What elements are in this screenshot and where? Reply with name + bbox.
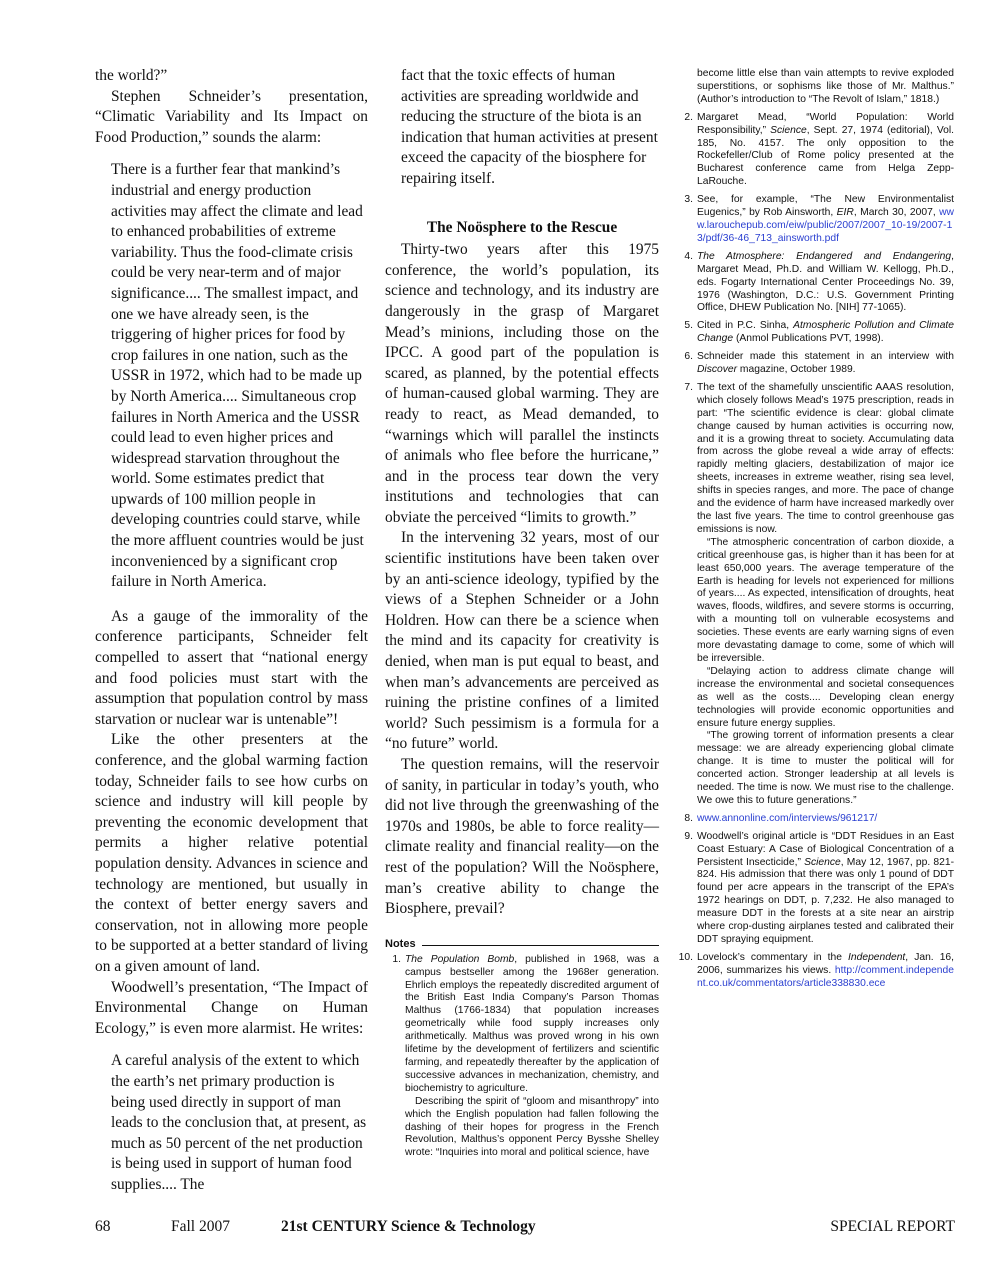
- note-text: “The atmospheric concentration of carbon dioxide, a critical greenhouse gas, is higher than it has been for at least 650,000 years. The average temperature of the Earth is heading for levels not experienced for millions of years.... As expected, intensification of droughts, heat waves, floods, wildfires, and severe storms is occurring, with a mounting toll on vulnerable ecosystems and societies. These events are early warning signs of even more devastating damage to come, some of which will be irreversible.: [697, 536, 954, 664]
- note-1-continued: [677, 68, 954, 107]
- note-text: “The growing torrent of information presents a clear message: we are already experiencing global climate change. It is time to muster the political will for concerted action. Stronger leadership at all levels is needed. The time is now. We must rise to the challenge. We owe this to future generations.”: [697, 730, 954, 806]
- note-text: Cited in P.C. Sinha,: [697, 320, 794, 332]
- note-link[interactable]: http://comment.independent.co.uk/commentators/article338830.ece: [697, 964, 954, 989]
- paragraph: Like the other presenters at the conference, and the global warming faction today, Schneider fails to see how curbs on science and industry will kill people by preventing the economic development that permits a higher relative potential population density. Advances in science and technology are mentioned, but usually in the context of better energy savers and conservation, not in allowing more people to be supported at a better standard of living on a given amount of land.: [95, 731, 368, 975]
- issue-date: Fall 2007: [171, 1218, 230, 1235]
- note-text: (Anmol Publications PVT, 1998).: [733, 333, 884, 345]
- note-7: [677, 382, 954, 808]
- note-journal: Science: [804, 856, 841, 868]
- note-text: Margaret Mead, “World Population: World Responsibility,”: [697, 111, 954, 136]
- magazine-title: 21st CENTURY Science & Technology: [281, 1218, 536, 1235]
- note-text: become little else than vain attempts to revive exploded superstitions, or sophisms like those of Mr. Malthus.” (Author’s introduction to “The Revolt of Islam,” 1818.): [697, 68, 954, 105]
- note-number: 7.: [684, 381, 693, 393]
- note-number: 4.: [684, 250, 693, 262]
- note-journal: EIR: [836, 207, 854, 219]
- page-footer: [95, 1218, 955, 1242]
- note-number: 5.: [684, 320, 693, 332]
- block-quote: [111, 1051, 368, 1195]
- paragraph: Thirty-two years after this 1975 conference, the world’s population, its science and technology, and its industry are dangerously in the grasp of Margaret Mead’s minions, including those on the IPCC. A good part of the population is scared, as planned, by the potential effects of human-caused global warming. They are ready to react, as Mead demanded, to “warnings which will parallel the instincts of animals who flee before the hurricane,” and in the process tear down the very institutions and technologies that can obviate the perceived “limits to growth.”: [385, 241, 659, 526]
- note-8: [677, 813, 954, 826]
- note-journal: Discover: [697, 364, 738, 376]
- notes-rule: [422, 945, 659, 946]
- note-4: [677, 251, 954, 316]
- note-book-title: The Atmosphere: Endangered and Endangering: [697, 250, 952, 262]
- note-text: , May 12, 1967, pp. 821-824. His admission that there was only 1 pound of DDT found per acre appears in the transcript of the EPA’s 1972 hearings on DDT, p. 7,232. He also managed to measure DDT in the forests at a site near an airstrip where crop-dusting airplanes tested and calibrated their DDT spraying equipment.: [697, 856, 955, 945]
- note-number: 2.: [684, 111, 693, 123]
- note-journal: Independent: [848, 951, 906, 963]
- note-5: [677, 320, 954, 346]
- section-label: SPECIAL REPORT: [830, 1218, 955, 1235]
- note-3: [677, 194, 954, 246]
- quote-text: A careful analysis of the extent to which the earth’s net primary production is being used directly in support of man leads to the conclusion that, at present, as much as 50 percent of the net production is being used in support of human food supplies.... The: [111, 1052, 367, 1193]
- note-text: , published in 1968, was a campus bestseller among the 1968er generation. Ehrlich employs the repeatedly discredited argument of the British East India Company’s Parson Thomas Malthus (1766-1834) that population increases geometrically while food supply increases only arithmetically. Malthus was proved wrong in his own lifetime by the development of fertilizers and scientific farming, and repeatedly thereafter by the application of successive advances in mechanization, chemistry, and biochemistry to agriculture.: [405, 953, 660, 1094]
- notes-list: [385, 954, 659, 1161]
- note-10: [677, 952, 954, 991]
- note-text: Woodwell’s original article is “DDT Residues in an East Coast Estuary: A Case of Biological Concentration of a Persistent Insecticide,”: [697, 830, 954, 868]
- section-heading: The Noösphere to the Rescue: [426, 218, 618, 236]
- note-text: , Margaret Mead, Ph.D. and William W. Kellogg, Ph.D., eds. Fogarty International Center Proceedings No. 39, 1976 (Washington, D.C.: U.S. Government Printing Office, DHEW Publication No. [NIH] 77-1065).: [697, 250, 954, 314]
- block-quote: [111, 160, 368, 592]
- note-text: Schneider made this statement in an interview with: [697, 351, 954, 363]
- note-book-title: Atmospheric Pollution and Climate Change: [697, 320, 955, 345]
- note-text: Describing the spirit of “gloom and misanthropy” into which the English population had fallen following the dashing of their hopes for progress in the French Revolution, Malthus’s opponent Percy Bysshe Shelley wrote: “Inquiries into moral and political science, have: [405, 1095, 659, 1159]
- notes-title: Notes: [385, 937, 416, 950]
- note-2: [677, 112, 954, 189]
- note-text: The text of the shamefully unscientific AAAS resolution, which closely follows Mead’s 1975 prescription, reads in part: “The scientific evidence is clear: global climate change caused by human activities is occurring now, and it is a growing threat to society. Accumulating data from across the globe reveal a wide array of effects: rapidly melting glaciers, destabilization of major ice sheets, increases in extreme weather, rising sea level, shifts in species ranges, and more. The pace of change and the evidence of harm have increased markedly over the last five years. The time to control greenhouse gas emissions is now.: [697, 381, 954, 535]
- paragraph: The question remains, will the reservoir of sanity, in particular in today’s youth, who did not live through the greenwashing of the 1970s and 1980s, be able to force reality—climate reality and financial reality—on the rest of the population? Will the Noösphere, man’s creative ability to change the Biosphere, prevail?: [385, 756, 659, 918]
- note-number: 3.: [684, 194, 693, 206]
- note-link[interactable]: www.annonline.com/interviews/961217/: [697, 812, 878, 824]
- quote-continuation: fact that the toxic effects of human activities are spreading worldwide and reducing the structure of the biota is an indication that human activities at present exceed the capacity of the biosphere for repairing itself.: [401, 67, 658, 187]
- note-text: magazine, October 1989.: [737, 364, 856, 376]
- note-journal: Science: [770, 124, 807, 136]
- note-text: Lovelock’s commentary in the: [697, 951, 849, 963]
- quote-text: There is a further fear that mankind’s industrial and energy production activities may affect the climate and lead to enhanced probabilities of extreme variability. Thus the food-climate crisis could be very near-term and of major significance.... The smallest impact, and one we have already seen, is the triggering of higher prices for food by crop failures in one nation, such as the USSR in 1972, which had to be made up by North America.... Simultaneous crop failures in North America and the USSR could lead to even higher prices and widespread starvation throughout the world. Some estimates predict that upwards of 100 million people in developing countries could starve, while the more affluent countries would be just inconvenienced by a significant crop failure in North America.: [111, 161, 364, 591]
- paragraph: Woodwell’s presentation, “The Impact of Environmental Change on Human Ecology,” is even more alarmist. He writes:: [95, 978, 368, 1037]
- note-number: 8.: [684, 812, 693, 824]
- paragraph: In the intervening 32 years, most of our scientific institutions have been taken over by an anti-science ideology, typified by the views of a Stephen Schneider or a John Holdren. How can there be a science when the mind and its capacity for creativity is denied, when man is put equal to beast, and when man’s advancements are perceived as ruining the pristine confines of a limited world? Such pessimism is a formula for a “no future” world.: [385, 529, 659, 753]
- note-book-title: The Population Bomb: [405, 953, 515, 965]
- note-1: [385, 954, 659, 1161]
- note-number: 1.: [392, 953, 401, 965]
- note-text: See, for example, “The New Environmentalist Eugenics,” by Rob Ainsworth,: [697, 194, 954, 219]
- note-text: , March 30, 2007,: [853, 207, 940, 219]
- note-text: , Sept. 27, 1974 (editorial), Vol. 185, No. 4157. The only opposition to the Rockefeller/Club of Rome policy presented at the Bucharest conference came from Helga Zepp-LaRouche.: [697, 124, 954, 188]
- note-link[interactable]: www.larouchepub.com/eiw/public/2007/2007_10-19/2007-13/pdf/36-46_713_ainsworth.pdf: [697, 207, 954, 244]
- page-number: 68: [95, 1218, 111, 1235]
- paragraph: Stephen Schneider’s presentation, “Climatic Variability and Its Impact on Food Production,” sounds the alarm:: [95, 87, 368, 146]
- paragraph: the world?”: [95, 67, 168, 84]
- note-9: [677, 831, 954, 947]
- note-text: “Delaying action to address climate change will increase the environmental and societal consequences as well as the costs.... Developing clean energy technologies will provide economic opportunities and ensure future energy supplies.: [697, 665, 954, 729]
- notes-heading: [385, 938, 659, 950]
- note-number: 10.: [678, 951, 693, 963]
- note-text: , Jan. 16, 2006, summarizes his views.: [697, 951, 955, 976]
- paragraph: As a gauge of the immorality of the conference participants, Schneider felt compelled to assert that “national energy and food policies must start with the assumption that population control by mass starvation or nuclear war is untenable”!: [95, 607, 368, 728]
- column-3: [677, 68, 954, 996]
- note-number: 9.: [684, 830, 693, 842]
- column-2: [385, 66, 659, 1165]
- column-1: [95, 66, 368, 1209]
- note-6: [677, 351, 954, 377]
- note-number: 6.: [684, 351, 693, 363]
